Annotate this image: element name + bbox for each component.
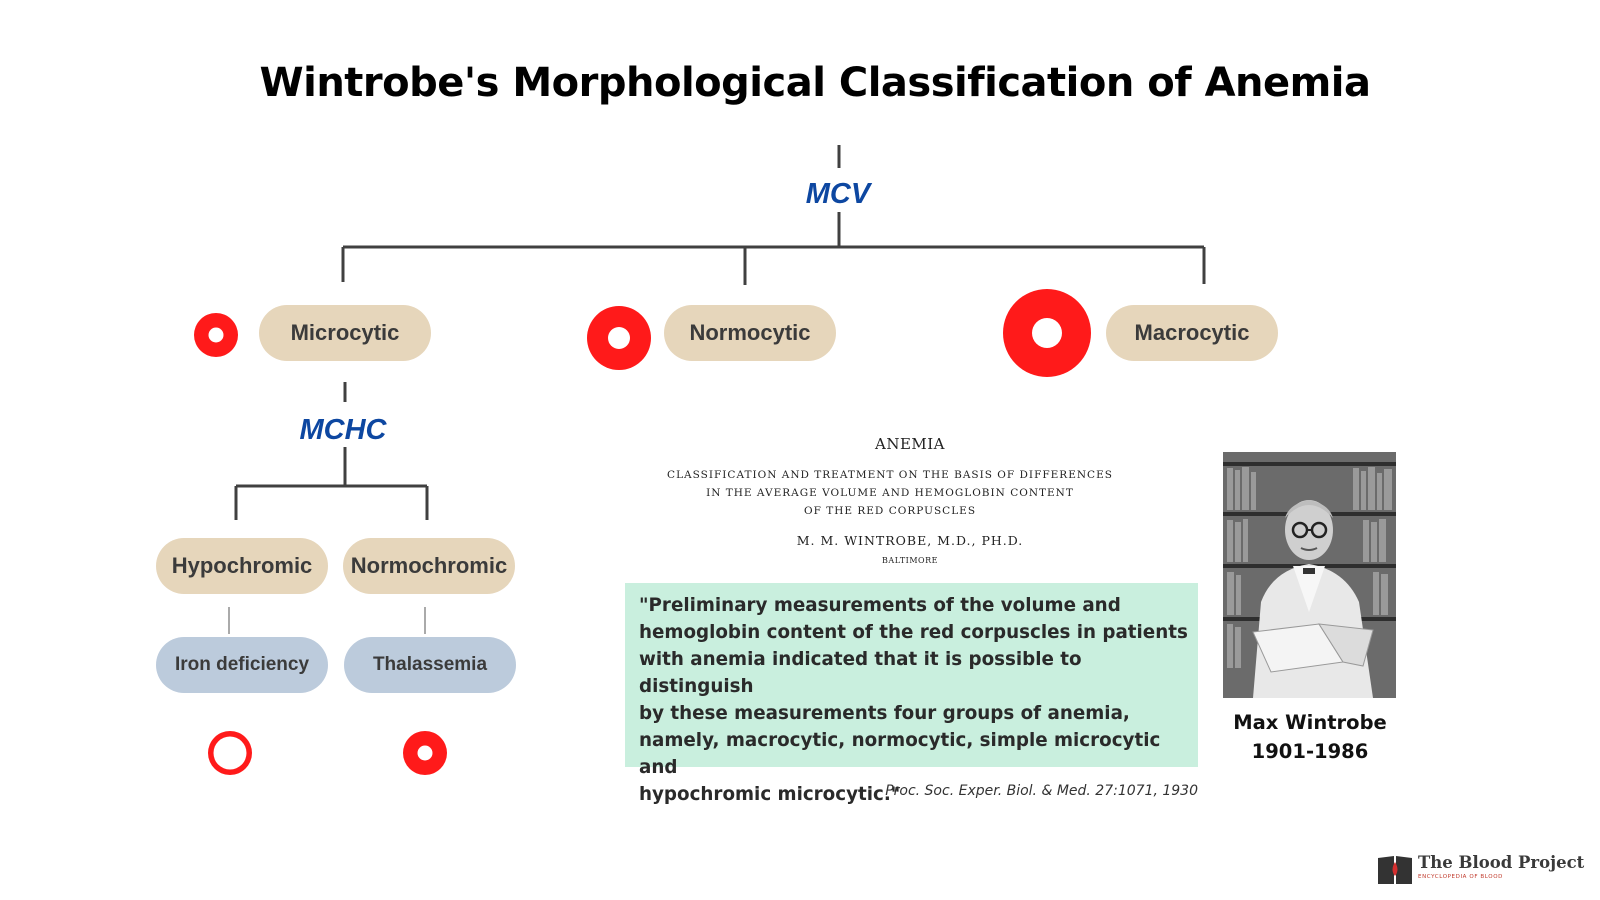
paper-city: BALTIMORE [882, 556, 938, 565]
quote-line: "Preliminary measurements of the volume and [639, 595, 1121, 616]
quote-line: with anemia indicated that it is possible to distinguish [639, 649, 1082, 697]
macrocytic-cell-icon [1002, 288, 1092, 378]
normocytic-cell-icon [586, 305, 652, 371]
paper-author: M. M. WINTROBE, M.D., PH.D. [796, 533, 1024, 548]
hypochromic-cell-icon [207, 730, 253, 776]
microcytic-cell-icon [193, 312, 239, 358]
book-logo-icon [1376, 852, 1414, 886]
citation: Proc. Soc. Exper. Biol. & Med. 27:1071, 1930 [885, 783, 1198, 799]
portrait-photo [1223, 452, 1396, 698]
portrait-name: Max Wintrobe [1233, 711, 1387, 734]
paper-subtitle-line: CLASSIFICATION AND TREATMENT ON THE BASIS OF DIFFERENCES [667, 469, 1113, 481]
thalassemia-pill: Thalassemia [344, 637, 516, 693]
normochromic-pill: Normochromic [343, 538, 515, 594]
normocytic-pill: Normocytic [664, 305, 836, 361]
logo-tagline: ENCYCLOPEDIA OF BLOOD [1418, 874, 1503, 880]
mchc-label: MCHC [299, 414, 387, 446]
portrait-years: 1901-1986 [1251, 740, 1369, 763]
quote-line: hemoglobin content of the red corpuscles in patients [639, 622, 1188, 643]
quote-line: by these measurements four groups of anemia, [639, 703, 1130, 724]
quote-line: namely, macrocytic, normocytic, simple microcytic and [639, 730, 1161, 778]
paper-subtitle [650, 466, 1130, 520]
paper-subtitle-line: OF THE RED CORPUSCLES [803, 505, 977, 517]
portrait-caption [1220, 708, 1400, 766]
macrocytic-pill: Macrocytic [1106, 305, 1278, 361]
paper-title: ANEMIA [874, 435, 946, 453]
mcv-label: MCV [805, 178, 871, 210]
page-title: Wintrobe's Morphological Classification of Anemia [259, 60, 1371, 106]
normochromic-cell-icon [402, 730, 448, 776]
logo-name: The Blood Project [1418, 853, 1585, 872]
paper-subtitle-line: IN THE AVERAGE VOLUME AND HEMOGLOBIN CONTENT [706, 487, 1074, 499]
hypochromic-pill: Hypochromic [156, 538, 328, 594]
iron-deficiency-pill: Iron deficiency [156, 637, 328, 693]
quote-line: hypochromic microcytic." [639, 784, 901, 805]
microcytic-pill: Microcytic [259, 305, 431, 361]
